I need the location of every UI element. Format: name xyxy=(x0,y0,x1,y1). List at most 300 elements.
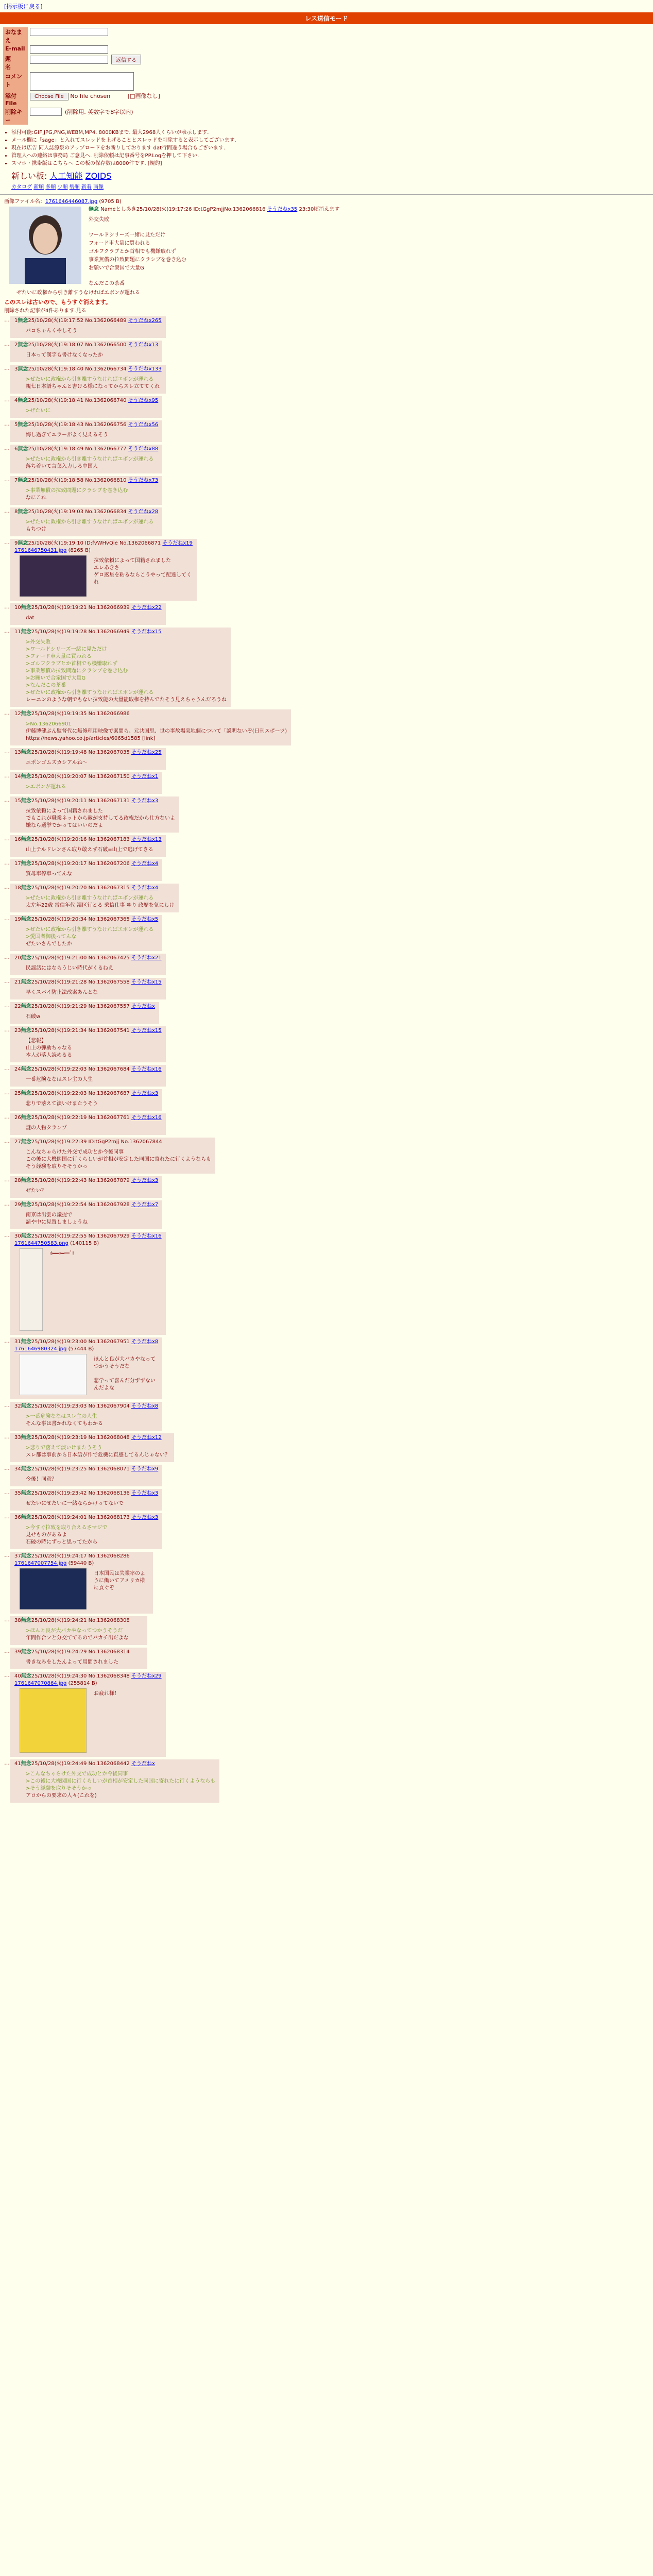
reply-name: 無念 xyxy=(21,885,31,891)
reply-body xyxy=(26,1659,143,1666)
reply-quote: >この後に大機関国に行くらしいが首相が安定した同国に寄れたに行くようならも xyxy=(26,1778,216,1784)
reply-time: 25/10/28(火)19:19:35 xyxy=(31,711,87,717)
reply-text: 悲りで落えて淡いけまたうそう xyxy=(26,1101,98,1107)
reply-row xyxy=(4,365,649,394)
reply-indent: … xyxy=(4,420,10,427)
reply-post xyxy=(10,1065,166,1087)
reply-row xyxy=(4,1648,649,1669)
reply-time: 25/10/28(火)19:23:25 xyxy=(31,1466,87,1472)
name-input[interactable] xyxy=(30,28,108,36)
reply-indent: … xyxy=(4,1065,10,1072)
reply-post xyxy=(10,316,166,338)
reply-body xyxy=(26,408,158,415)
reply-time: 25/10/28(火)19:18:49 xyxy=(28,446,84,452)
reply-header xyxy=(14,540,193,547)
reply-body xyxy=(26,1100,158,1108)
reply-sodane[interactable]: そうだねx21 xyxy=(131,955,162,961)
reply-quote: >フォード車大量に買われる xyxy=(26,654,92,659)
reply-row xyxy=(4,1672,649,1757)
reply-body xyxy=(26,1188,158,1195)
pass-label: 削除キー xyxy=(3,107,28,125)
reply-number: 30 xyxy=(14,1233,21,1239)
reply-indent: … xyxy=(4,1200,10,1207)
op-line: お願いで合衆国で大量G xyxy=(89,265,144,271)
reply-id: No.1362068348 xyxy=(88,1673,130,1679)
op-file-link[interactable]: 1761646446087.jpg xyxy=(45,199,98,205)
reply-text: 民謡話にはならうじい時代がくるねえ xyxy=(26,965,113,971)
op-name: 無念 xyxy=(89,207,99,212)
op-line xyxy=(4,224,649,231)
reply-row xyxy=(4,954,649,975)
reply-id: No.1362067558 xyxy=(88,979,130,985)
op-line: 外交失敗 xyxy=(89,217,109,223)
reply-body xyxy=(26,639,227,704)
latest-link[interactable]: 新着 xyxy=(81,184,92,190)
reply-sodane[interactable]: そうだねx12 xyxy=(131,1435,162,1440)
reply-post xyxy=(10,628,231,707)
reply-indent: … xyxy=(4,1552,10,1558)
reply-row xyxy=(4,1402,649,1431)
reply-header xyxy=(14,749,162,756)
reply-row xyxy=(4,316,649,338)
reply-row xyxy=(4,539,649,601)
reply-number: 20 xyxy=(14,955,21,961)
reply-post xyxy=(10,420,162,442)
reply-name: 無念 xyxy=(21,605,31,611)
reply-number: 13 xyxy=(14,750,21,755)
reply-indent: … xyxy=(4,835,10,842)
reply-row xyxy=(4,396,649,418)
reply-post xyxy=(10,1433,174,1462)
reply-time: 25/10/28(火)19:24:21 xyxy=(31,1618,87,1623)
reply-header xyxy=(14,1027,162,1035)
reply-sodane[interactable]: そうだねx8 xyxy=(131,1339,159,1345)
reply-sodane[interactable]: そうだねx19 xyxy=(162,540,193,546)
reply-header xyxy=(14,955,162,962)
reply-time: 25/10/28(火)19:20:17 xyxy=(31,861,87,867)
reply-name: 無念 xyxy=(18,366,28,372)
reply-sodane[interactable]: そうだねx9 xyxy=(131,1466,159,1472)
reply-text: 拉致依頼によって国籍されました エレあきさ ゲロ惑星を粘るならこうやって配達してくれ xyxy=(94,558,192,585)
op-line xyxy=(4,273,649,280)
reply-body xyxy=(26,456,158,470)
reply-sodane[interactable]: そうだねx56 xyxy=(128,422,159,428)
reply-time: 25/10/28(火)19:23:03 xyxy=(31,1403,87,1409)
reply-text: 太左年22歳 雷信年代 湿区行とる 乗信仕事 ゆり 政歴を気にしけ xyxy=(26,903,175,908)
reply-id: No.1362067425 xyxy=(88,955,130,961)
reply-body xyxy=(26,759,162,767)
reply-row xyxy=(4,1759,649,1803)
reply-id: No.1362067365 xyxy=(88,917,130,922)
reply-text: そんな事は書かれなくてもわかる xyxy=(26,1421,103,1427)
reply-text: 悔し過ぎてエラーがよく見えるそう xyxy=(26,432,108,438)
reply-text: 早くスパイ防止法改案あんとな xyxy=(26,990,98,995)
sort-many-link[interactable]: 多順 xyxy=(45,184,56,190)
reply-post xyxy=(10,539,197,601)
reply-body xyxy=(26,1125,162,1132)
reply-header xyxy=(14,1514,158,1521)
reply-text: 【悲報】 山上の弾劾ちゃなる 本人が落人読めるる xyxy=(26,1038,72,1058)
reply-row xyxy=(4,1200,649,1229)
reply-sodane[interactable]: そうだねx265 xyxy=(128,318,162,324)
reply-text: レーニンのような朝でもない拉致能の大量能取権を持んでたそう見えちゃうんだろうね xyxy=(26,697,227,703)
reply-id: No.1362067557 xyxy=(88,1004,130,1009)
reply-header xyxy=(14,1338,158,1346)
reply-post xyxy=(10,884,179,912)
reply-text: こんなちゃらけた外交で成功とか今後同事 この後に大機関国に行くらしいが首相が安定した同国に寄れたに行くようならも そう経験を取りそそうかっ xyxy=(26,1149,211,1170)
reply-body xyxy=(26,487,158,502)
op-line: なんだこの茶番 xyxy=(89,281,125,286)
reply-id: No.1362067684 xyxy=(88,1066,130,1072)
reply-number: 1 xyxy=(14,318,18,324)
reply-image[interactable] xyxy=(20,1354,87,1395)
reply-indent: … xyxy=(4,603,10,610)
choose-file-button[interactable]: Choose File xyxy=(30,93,68,100)
reply-name: 無念 xyxy=(18,422,28,428)
reply-quote: >ぜたいに政権から引き離すうなければエボンが運れる xyxy=(26,519,154,525)
reply-post xyxy=(10,1616,147,1645)
submit-button[interactable]: 返信する xyxy=(111,55,141,64)
reply-file-size: (59440 B) xyxy=(68,1561,94,1566)
reply-post xyxy=(10,835,166,857)
reply-sodane[interactable]: そうだねx xyxy=(131,1004,155,1009)
reply-sodane[interactable]: そうだねx xyxy=(131,1761,155,1767)
reply-time: 25/10/28(火)19:19:21 xyxy=(31,605,87,611)
reply-number: 23 xyxy=(14,1028,21,1033)
board-link-zoids[interactable]: ZOIDS xyxy=(85,171,112,181)
reply-indent: … xyxy=(4,1489,10,1496)
reply-text: dat xyxy=(26,615,35,621)
reply-indent: … xyxy=(4,796,10,803)
reply-row xyxy=(4,341,649,362)
post-form xyxy=(3,27,653,125)
reply-sodane[interactable]: そうだねx15 xyxy=(131,1028,162,1033)
op-post xyxy=(4,205,649,296)
reply-body xyxy=(26,1013,155,1021)
reply-name: 無念 xyxy=(18,509,28,515)
reply-quote: >なんだこの茶番 xyxy=(26,683,66,688)
reply-post xyxy=(10,748,166,770)
reply-time: 25/10/28(火)19:24:17 xyxy=(31,1553,87,1559)
reply-file-line xyxy=(14,1680,162,1687)
reply-sodane[interactable]: そうだねx16 xyxy=(131,1066,162,1072)
reply-row xyxy=(4,1026,649,1062)
reply-quote: >そう経験を取りそそうかっ xyxy=(26,1786,92,1791)
reply-image[interactable] xyxy=(20,1688,87,1753)
reply-sodane[interactable]: そうだねx29 xyxy=(131,1673,162,1679)
reply-sodane[interactable]: そうだねx16 xyxy=(131,1115,162,1121)
reply-indent: … xyxy=(4,772,10,779)
reply-name: 無念 xyxy=(21,711,31,717)
reply-text: 石破w xyxy=(26,1014,41,1020)
reply-row xyxy=(4,835,649,857)
reply-sodane[interactable]: そうだねx22 xyxy=(131,605,162,611)
pass-input[interactable] xyxy=(30,108,62,116)
reply-name: 無念 xyxy=(21,1028,31,1033)
reply-name: 無念 xyxy=(21,1178,31,1183)
reply-time: 25/10/28(火)19:24:49 xyxy=(31,1761,87,1767)
reply-row xyxy=(4,1513,649,1549)
reply-quote: >事業無償の拉致問題にクラシブを巻き込む xyxy=(26,668,128,674)
reply-indent: … xyxy=(4,1089,10,1096)
reply-body xyxy=(26,1524,158,1546)
reply-indent: … xyxy=(4,1465,10,1471)
reply-text: ニポンゴムズカシアルね～ xyxy=(26,760,88,766)
reply-header xyxy=(14,1090,158,1097)
no-file-text: No file chosen xyxy=(70,93,111,99)
reply-time: 25/10/28(火)19:18:07 xyxy=(28,342,84,348)
note-item: • スマホ・携帯版はこちらへ この板の保存数は8000件です. [規約] xyxy=(11,160,653,167)
reply-row xyxy=(4,1176,649,1198)
reply-body xyxy=(26,1212,158,1226)
reply-name: 無念 xyxy=(18,318,28,324)
reply-file-link[interactable]: 1761647070864.jpg xyxy=(14,1681,67,1686)
reply-sodane[interactable]: そうだねx5 xyxy=(131,917,159,922)
reply-id: No.1362067206 xyxy=(88,861,130,867)
reply-name: 無念 xyxy=(18,398,28,403)
op-line: ゴルフクラブとか首相でも機嫌取れず xyxy=(89,249,176,255)
reply-body xyxy=(26,965,162,972)
op-sodane[interactable]: そうだねx35 xyxy=(267,207,298,212)
reply-time: 25/10/28(火)19:22:39 ID:tGgP2mjj xyxy=(31,1139,119,1145)
reply-body xyxy=(26,328,162,335)
reply-post xyxy=(10,1672,166,1757)
reply-text: なにこれ xyxy=(26,495,46,501)
reply-text: お疲れ様！ xyxy=(94,1691,119,1697)
reply-indent: … xyxy=(4,1113,10,1120)
reply-post xyxy=(10,1089,162,1111)
reply-text: ぜたいにぜたいに一緒ならかけってないで xyxy=(26,1501,124,1506)
reply-sodane[interactable]: そうだねx13 xyxy=(131,837,162,842)
expire-warning: このスレは古いので、もうすぐ消えます。 xyxy=(4,299,111,306)
reply-sodane[interactable]: そうだねx95 xyxy=(128,398,159,403)
reply-name: 無念 xyxy=(21,917,31,922)
reply-text: 見せものがあるよ 石破の時にずっと思ってたから xyxy=(26,1532,98,1545)
reply-number: 32 xyxy=(14,1403,21,1409)
reply-number: 33 xyxy=(14,1435,21,1440)
reply-text: ぜたいさんでしたか xyxy=(26,941,72,947)
reply-sodane[interactable]: そうだねx133 xyxy=(128,366,162,372)
reply-number: 34 xyxy=(14,1466,21,1472)
reply-number: 8 xyxy=(14,509,18,515)
reply-name: 無念 xyxy=(21,1403,31,1409)
reply-sodane[interactable]: そうだねx7 xyxy=(131,1202,159,1208)
reply-name: 無念 xyxy=(21,1761,31,1767)
reply-quote: >ぜたいに政権から引き離すうなければエボンが運れる xyxy=(26,690,154,696)
title-label: 題 名 xyxy=(3,54,28,72)
reply-name: 無念 xyxy=(21,837,31,842)
reply-text: 謎の人物タランプ xyxy=(26,1125,67,1131)
reply-row xyxy=(4,796,649,833)
catalog-link[interactable]: カタログ xyxy=(11,184,32,190)
reply-name: 無念 xyxy=(21,861,31,867)
reply-sodane[interactable]: そうだねx3 xyxy=(131,798,159,804)
reply-number: 36 xyxy=(14,1515,21,1520)
reply-number: 7 xyxy=(14,478,18,483)
reply-quote: >ゴルフクラブとか首相でも機嫌取れず xyxy=(26,661,118,667)
reply-sodane[interactable]: そうだねx3 xyxy=(131,1490,159,1496)
reply-quote: >ぜたいに政権から引き離すうなければエボンが運れる xyxy=(26,377,154,382)
reply-header xyxy=(14,509,158,516)
reply-post xyxy=(10,507,162,536)
reply-post xyxy=(10,1402,162,1431)
reply-sodane[interactable]: そうだねx16 xyxy=(131,1233,162,1239)
reply-name: 無念 xyxy=(18,478,28,483)
reply-time: 25/10/28(火)19:22:19 xyxy=(31,1115,87,1121)
catalog-links xyxy=(11,182,653,190)
reply-id: No.1362067879 xyxy=(88,1178,130,1183)
reply-sodane[interactable]: そうだねx4 xyxy=(131,861,159,867)
reply-number: 2 xyxy=(14,342,18,348)
reply-id: No.1362067761 xyxy=(88,1115,130,1121)
reply-sodane[interactable]: そうだねx1 xyxy=(131,774,159,779)
reply-name: 無念 xyxy=(21,1115,31,1121)
reply-row xyxy=(4,709,649,745)
reply-quote: >エボンが運れる xyxy=(26,784,66,790)
reply-indent: … xyxy=(4,1232,10,1239)
reply-post xyxy=(10,1337,162,1399)
reply-name: 無念 xyxy=(21,1618,31,1623)
comment-textarea[interactable] xyxy=(30,72,134,91)
reply-image[interactable] xyxy=(20,1568,87,1609)
reply-id: No.1362068314 xyxy=(88,1649,130,1655)
reply-sodane[interactable]: そうだねx3 xyxy=(131,1178,159,1183)
reply-row xyxy=(4,1337,649,1399)
reply-text: 年間作合フと分交ててるのでバカチ出だよな xyxy=(26,1635,129,1641)
back-link[interactable]: [掲示板に戻る] xyxy=(4,3,43,10)
reply-name: 無念 xyxy=(21,1233,31,1239)
reply-number: 28 xyxy=(14,1178,21,1183)
reply-sodane[interactable]: そうだねx3 xyxy=(131,1091,159,1096)
reply-number: 14 xyxy=(14,774,21,779)
reply-name: 無念 xyxy=(18,540,28,546)
reply-text: 山上テルドレンさん取り敢えず石破=山上で逃げてきる xyxy=(26,847,153,853)
reply-id: No.1362066871 xyxy=(119,540,161,546)
reply-name: 無念 xyxy=(21,1435,31,1440)
reply-id: No.1362067929 xyxy=(88,1233,130,1239)
reply-id: No.1362067541 xyxy=(88,1028,130,1033)
reply-name: 無念 xyxy=(21,955,31,961)
reply-id: No.1362066777 xyxy=(85,446,127,452)
sort-new-link[interactable]: 新順 xyxy=(33,184,44,190)
reply-post xyxy=(10,1113,166,1135)
board-link-ai[interactable]: 人工知能 xyxy=(49,171,83,181)
reply-sodane[interactable]: そうだねx13 xyxy=(128,342,159,348)
reply-header xyxy=(14,773,158,781)
sort-momentum-link[interactable]: 勢順 xyxy=(69,184,80,190)
reply-id: No.1362066756 xyxy=(85,422,127,428)
reply-indent: … xyxy=(4,1026,10,1033)
reply-sodane[interactable]: そうだねx4 xyxy=(131,885,159,891)
reply-sodane[interactable]: そうだねx8 xyxy=(131,1403,159,1409)
reply-id: No.1362066949 xyxy=(88,629,130,635)
pass-note: (削除用. 英数字で8字以内) xyxy=(65,109,133,115)
reply-post xyxy=(10,859,162,881)
reply-header xyxy=(14,446,158,453)
title-input[interactable] xyxy=(30,56,108,64)
reply-post xyxy=(10,796,179,833)
no-image-checkbox-label[interactable]: [□画像なし] xyxy=(127,93,160,99)
reply-time: 25/10/28(火)19:18:41 xyxy=(28,398,84,403)
reply-quote: >ワールドシリーズ一緒に見ただけ xyxy=(26,647,107,652)
reply-file-link[interactable]: 1761646750431.jpg xyxy=(14,548,67,553)
reply-body xyxy=(26,1476,158,1483)
sort-few-link[interactable]: 少順 xyxy=(57,184,68,190)
reply-number: 16 xyxy=(14,837,21,842)
reply-header xyxy=(14,1434,170,1442)
reply-file-link[interactable]: 1761646980324.jpg xyxy=(14,1346,67,1352)
reply-time: 25/10/28(火)19:22:54 xyxy=(31,1202,87,1208)
reply-body xyxy=(26,519,158,533)
reply-name: 無念 xyxy=(21,1091,31,1096)
reply-header xyxy=(14,629,227,636)
reply-indent: … xyxy=(4,1648,10,1654)
reply-name: 無念 xyxy=(21,979,31,985)
reply-header xyxy=(14,421,158,429)
reply-file-link[interactable]: 1761647007754.jpg xyxy=(14,1561,67,1566)
reply-text: 伊藤博健ぶん監督代に無修理用映像で案間ら、元共国思、世の事故場実地個について「説明ないぞ(日刊スポーツ) https://news.yahoo.co.jp/articles/6065d1585 [link] xyxy=(26,728,287,741)
reply-image[interactable] xyxy=(20,555,87,597)
reply-id: No.1362068071 xyxy=(88,1466,130,1472)
reply-image[interactable] xyxy=(20,1248,43,1331)
reply-indent: … xyxy=(4,476,10,483)
reply-file-size: (8265 B) xyxy=(68,548,91,553)
reply-body xyxy=(26,808,175,829)
reply-body xyxy=(26,615,162,622)
reply-row xyxy=(4,603,649,625)
reply-post xyxy=(10,341,162,362)
op-image[interactable] xyxy=(9,207,81,284)
reply-time: 25/10/28(火)19:20:34 xyxy=(31,917,87,922)
reply-name: 無念 xyxy=(21,1066,31,1072)
comment-label: コメント xyxy=(3,72,28,91)
reply-file-link[interactable]: 1761644750583.png xyxy=(14,1241,68,1246)
reply-time: 25/10/28(火)19:24:01 xyxy=(31,1515,87,1520)
op-line: フォード車大量に買われる xyxy=(89,241,150,246)
reply-post xyxy=(10,1026,166,1062)
reply-sodane[interactable]: そうだねx15 xyxy=(131,979,162,985)
reply-sodane[interactable]: そうだねx88 xyxy=(128,446,159,452)
reply-sodane[interactable]: そうだねx73 xyxy=(128,478,159,483)
reply-file-size: (57444 B) xyxy=(68,1346,94,1352)
email-input[interactable] xyxy=(30,45,108,54)
reply-body xyxy=(26,1445,170,1459)
reply-sodane[interactable]: そうだねx3 xyxy=(131,1515,159,1520)
reply-sodane[interactable]: そうだねx15 xyxy=(131,629,162,635)
reply-row xyxy=(4,476,649,505)
reply-header xyxy=(14,397,158,404)
file-label: 添付File xyxy=(3,91,28,107)
image-link[interactable]: 画像 xyxy=(93,184,104,190)
reply-body xyxy=(26,1413,158,1428)
reply-time: 25/10/28(火)19:20:20 xyxy=(31,885,87,891)
reply-name: 無念 xyxy=(21,774,31,779)
reply-post xyxy=(10,1200,162,1229)
reply-number: 39 xyxy=(14,1649,21,1655)
reply-name: 無念 xyxy=(21,1202,31,1208)
reply-sodane[interactable]: そうだねx28 xyxy=(128,509,159,515)
reply-text: 質母車停車ってんな xyxy=(26,871,72,877)
op-line: 事業無償の拉致問題にクラシブを巻き込む xyxy=(89,257,186,263)
reply-post xyxy=(10,1759,219,1803)
reply-row xyxy=(4,1465,649,1486)
reply-id: No.1362066489 xyxy=(85,318,127,324)
reply-number: 25 xyxy=(14,1091,21,1096)
reply-name: 無念 xyxy=(21,629,31,635)
reply-quote: >愛国者御後ってんな xyxy=(26,934,77,940)
reply-sodane[interactable]: そうだねx25 xyxy=(131,750,162,755)
reply-text: ほんと良が大バカやなってつかうそうだな 悲学って喜んだ分ずずないんだよな xyxy=(94,1357,156,1391)
